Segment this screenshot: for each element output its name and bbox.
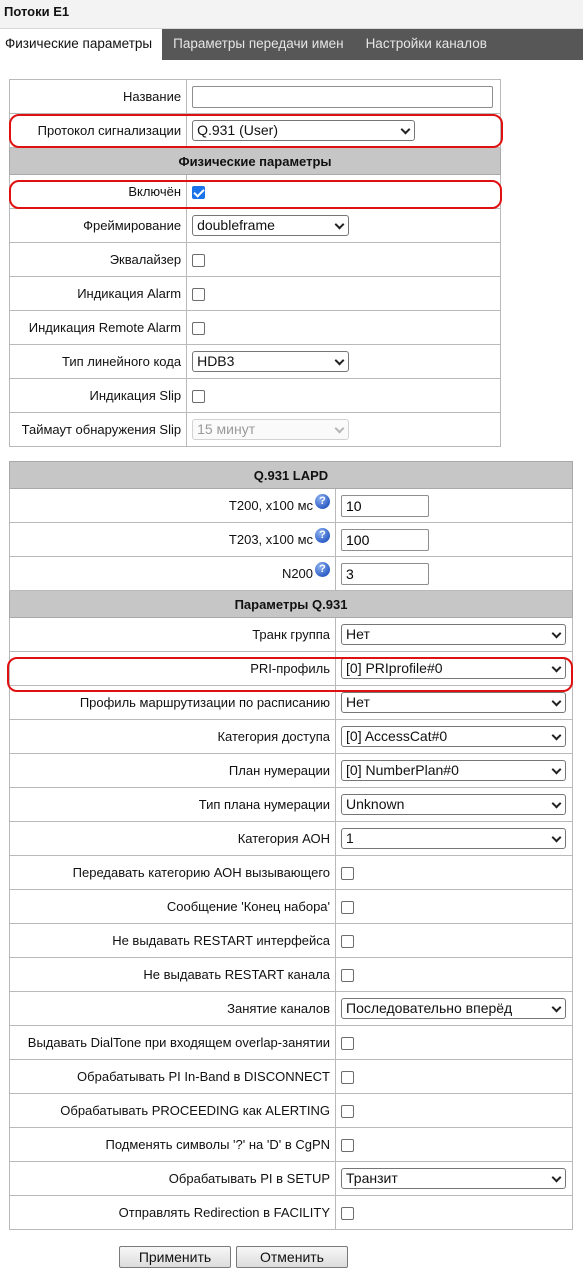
enabled-label: Включён [10, 175, 187, 209]
name-label: Название [10, 80, 187, 114]
chevron-down-icon [552, 697, 562, 707]
no-restart-interface-checkbox[interactable] [341, 935, 354, 948]
no-restart-channel-checkbox[interactable] [341, 969, 354, 982]
n200-label: N200 [281, 566, 314, 581]
tab-bar [0, 29, 583, 60]
slip-timeout-label: Таймаут обнаружения Slip [10, 413, 187, 447]
help-icon[interactable]: ? [315, 562, 330, 577]
framing-value: doubleframe [197, 217, 275, 233]
proceeding-as-alerting-checkbox[interactable] [341, 1105, 354, 1118]
alarm-indication-label: Индикация Alarm [10, 277, 187, 311]
schedule-routing-profile-select[interactable] [341, 692, 566, 713]
tab-channel-settings[interactable]: Настройки каналов [365, 36, 487, 51]
numbering-plan-select[interactable] [341, 760, 566, 781]
slip-indication-label: Индикация Slip [10, 379, 187, 413]
help-icon[interactable]: ? [315, 494, 330, 509]
line-code-select[interactable] [192, 351, 349, 372]
pi-setup-label: Обрабатывать PI в SETUP [10, 1162, 336, 1196]
slip-indication-checkbox[interactable] [192, 390, 205, 403]
line-code-label: Тип линейного кода [10, 345, 187, 379]
channel-seizure-value: Последовательно вперёд [346, 1000, 513, 1016]
aon-category-select[interactable] [341, 828, 566, 849]
end-of-dial-checkbox[interactable] [341, 901, 354, 914]
pi-inband-disconnect-label: Обрабатывать PI In-Band в DISCONNECT [10, 1060, 336, 1094]
schedule-routing-profile-label: Профиль маршрутизации по расписанию [10, 686, 336, 720]
chevron-down-icon [401, 125, 411, 135]
chevron-down-icon [552, 731, 562, 741]
remote-alarm-indication-label: Индикация Remote Alarm [10, 311, 187, 345]
no-restart-interface-label: Не выдавать RESTART интерфейса [10, 924, 336, 958]
pri-profile-label: PRI-профиль [10, 652, 336, 686]
access-category-label: Категория доступа [10, 720, 336, 754]
framing-select[interactable] [192, 215, 349, 236]
channel-seizure-label: Занятие каналов [10, 992, 336, 1026]
proceeding-as-alerting-label: Обрабатывать PROCEEDING как ALERTING [10, 1094, 336, 1128]
t200-label: T200, x100 мс [228, 498, 314, 513]
n200-input[interactable] [341, 563, 429, 585]
equalizer-label: Эквалайзер [10, 243, 187, 277]
dialtone-overlap-label: Выдавать DialTone при входящем overlap-занятии [10, 1026, 336, 1060]
channel-seizure-select[interactable] [341, 998, 566, 1019]
physical-params-header: Физические параметры [10, 148, 501, 175]
cgpn-substitute-label: Подменять символы '?' на 'D' в CgPN [10, 1128, 336, 1162]
tab-name-transfer-params[interactable]: Параметры передачи имен [173, 36, 344, 51]
q931-params-table [9, 461, 573, 1230]
aon-category-label: Категория АОН [10, 822, 336, 856]
slip-timeout-value: 15 минут [197, 421, 256, 437]
numbering-plan-type-select[interactable] [341, 794, 566, 815]
pi-setup-select[interactable] [341, 1168, 566, 1189]
name-input[interactable] [192, 86, 493, 108]
aon-category-value: 1 [346, 830, 354, 846]
numbering-plan-value: [0] NumberPlan#0 [346, 762, 459, 778]
t203-label: T203, x100 мс [228, 532, 314, 547]
numbering-plan-label: План нумерации [10, 754, 336, 788]
pri-profile-select[interactable] [341, 658, 566, 679]
tab-physical-params[interactable]: Физические параметры [0, 29, 162, 60]
lapd-header: Q.931 LAPD [10, 462, 573, 489]
pri-profile-value: [0] PRIprofile#0 [346, 660, 443, 676]
pi-setup-value: Транзит [346, 1170, 398, 1186]
chevron-down-icon [552, 833, 562, 843]
pi-inband-disconnect-checkbox[interactable] [341, 1071, 354, 1084]
chevron-down-icon [335, 220, 345, 230]
dialtone-overlap-checkbox[interactable] [341, 1037, 354, 1050]
trunk-group-value: Нет [346, 626, 370, 642]
cancel-button[interactable]: Отменить [236, 1246, 348, 1268]
send-aon-category-label: Передавать категорию АОН вызывающего [10, 856, 336, 890]
apply-button[interactable]: Применить [119, 1246, 231, 1268]
chevron-down-icon [552, 799, 562, 809]
chevron-down-icon [552, 629, 562, 639]
trunk-group-label: Транк группа [10, 618, 336, 652]
redirection-facility-checkbox[interactable] [341, 1207, 354, 1220]
physical-params-table [9, 79, 501, 447]
window-title: Потоки E1 [0, 0, 583, 29]
numbering-plan-type-label: Тип плана нумерации [10, 788, 336, 822]
cgpn-substitute-checkbox[interactable] [341, 1139, 354, 1152]
chevron-down-icon [552, 765, 562, 775]
chevron-down-icon [552, 1003, 562, 1013]
equalizer-checkbox[interactable] [192, 254, 205, 267]
trunk-group-select[interactable] [341, 624, 566, 645]
end-of-dial-label: Сообщение 'Конец набора' [10, 890, 336, 924]
chevron-down-icon [335, 424, 345, 434]
schedule-routing-profile-value: Нет [346, 694, 370, 710]
enabled-checkbox[interactable] [192, 186, 205, 199]
access-category-value: [0] AccessCat#0 [346, 728, 448, 744]
signaling-protocol-value: Q.931 (User) [197, 122, 278, 138]
t200-input[interactable] [341, 495, 429, 517]
line-code-value: HDB3 [197, 353, 235, 369]
slip-timeout-select [192, 419, 349, 440]
alarm-indication-checkbox[interactable] [192, 288, 205, 301]
chevron-down-icon [552, 1173, 562, 1183]
remote-alarm-indication-checkbox[interactable] [192, 322, 205, 335]
signaling-protocol-label: Протокол сигнализации [10, 114, 187, 148]
chevron-down-icon [552, 663, 562, 673]
chevron-down-icon [335, 356, 345, 366]
no-restart-channel-label: Не выдавать RESTART канала [10, 958, 336, 992]
send-aon-category-checkbox[interactable] [341, 867, 354, 880]
q931-params-header: Параметры Q.931 [10, 591, 573, 618]
redirection-facility-label: Отправлять Redirection в FACILITY [10, 1196, 336, 1230]
framing-label: Фреймирование [10, 209, 187, 243]
access-category-select[interactable] [341, 726, 566, 747]
signaling-protocol-select[interactable] [192, 120, 415, 141]
t203-input[interactable] [341, 529, 429, 551]
help-icon[interactable]: ? [315, 528, 330, 543]
numbering-plan-type-value: Unknown [346, 796, 405, 812]
